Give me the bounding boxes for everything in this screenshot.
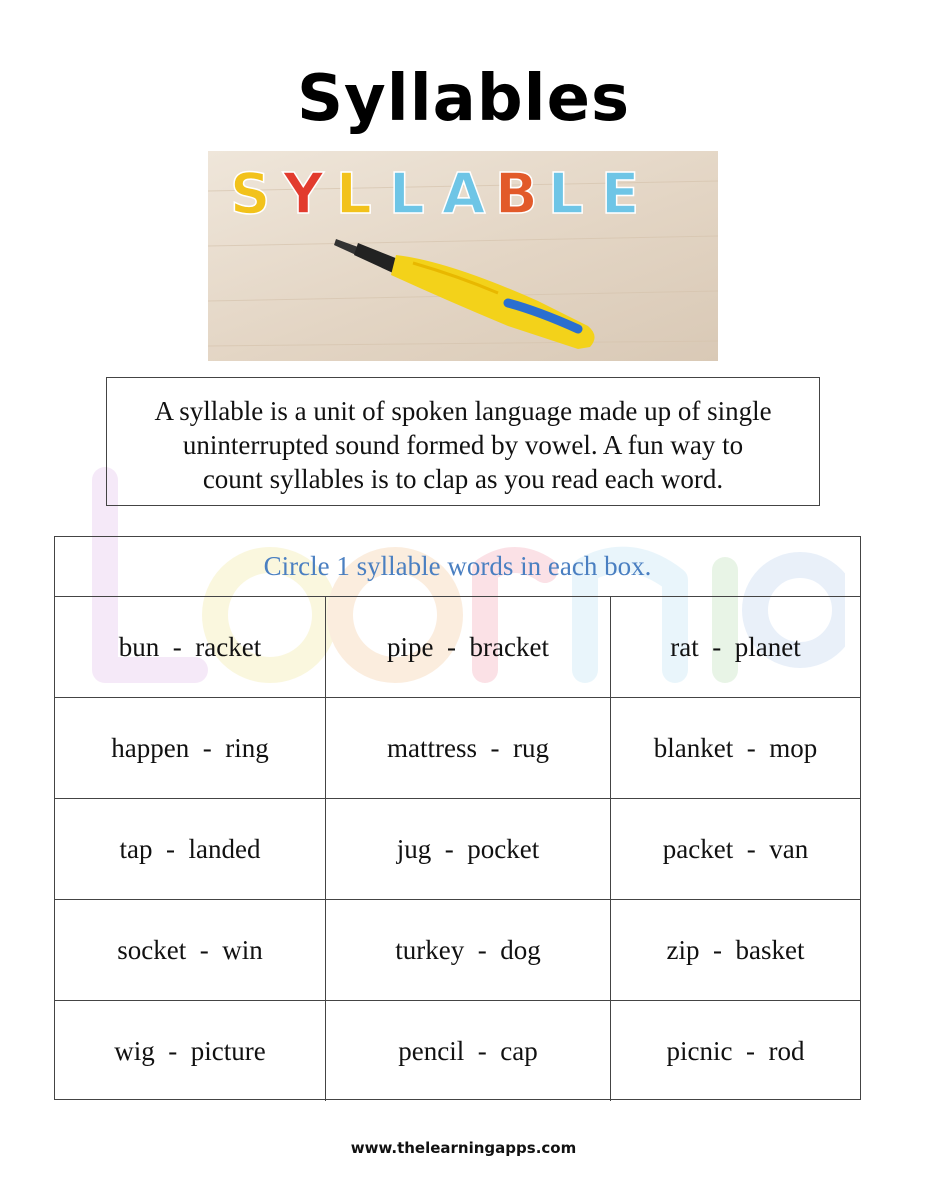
hero-letter: S xyxy=(230,162,271,227)
definition-box xyxy=(106,377,820,506)
definition-line: count syllables is to clap as you read each word. xyxy=(202,464,724,494)
table-row xyxy=(55,1001,860,1101)
definition-line: uninterrupted sound formed by vowel. A fun way to xyxy=(182,430,744,460)
hero-letter: L xyxy=(389,162,425,227)
word-pair-cell[interactable]: wig - picture xyxy=(55,1001,326,1101)
word-pair-cell[interactable]: socket - win xyxy=(55,900,326,1000)
table-row xyxy=(55,799,860,900)
word-pair-cell[interactable]: packet - van xyxy=(662,833,809,864)
instruction-header: Circle 1 syllable words in each box. xyxy=(55,537,860,597)
word-pair-cell[interactable]: tap - landed xyxy=(55,799,326,899)
word-pair-cell[interactable]: happen - ring xyxy=(55,698,326,798)
word-pair-cell[interactable]: turkey - dog xyxy=(326,900,611,1000)
word-pair-cell[interactable]: rat - planet xyxy=(670,631,801,662)
word-grid xyxy=(54,536,861,1100)
hero-letter: B xyxy=(495,162,538,227)
table-row xyxy=(55,597,860,698)
table-row xyxy=(55,698,860,799)
word-pair-cell[interactable]: zip - basket xyxy=(666,934,805,965)
hero-letter: Y xyxy=(283,162,324,227)
word-pair-cell[interactable]: bun - racket xyxy=(55,597,326,697)
hero-letter: L xyxy=(336,162,372,227)
word-pair-cell[interactable]: blanket - mop xyxy=(653,732,818,763)
hero-letter: L xyxy=(548,162,584,227)
hero-letter: E xyxy=(601,162,640,227)
page-title: Syllables xyxy=(296,62,631,136)
word-pair-cell[interactable]: picnic - rod xyxy=(666,1035,805,1066)
table-row xyxy=(55,900,860,1001)
definition-line: A syllable is a unit of spoken language made up of single xyxy=(154,396,772,426)
hero-letter: A xyxy=(442,162,486,227)
word-pair-cell[interactable]: mattress - rug xyxy=(326,698,611,798)
word-pair-cell[interactable]: jug - pocket xyxy=(326,799,611,899)
footer-url[interactable]: www.thelearningapps.com xyxy=(350,1139,577,1157)
syllable-hero-image xyxy=(208,151,718,361)
word-pair-cell[interactable]: pipe - bracket xyxy=(326,597,611,697)
word-pair-cell[interactable]: pencil - cap xyxy=(326,1001,611,1101)
